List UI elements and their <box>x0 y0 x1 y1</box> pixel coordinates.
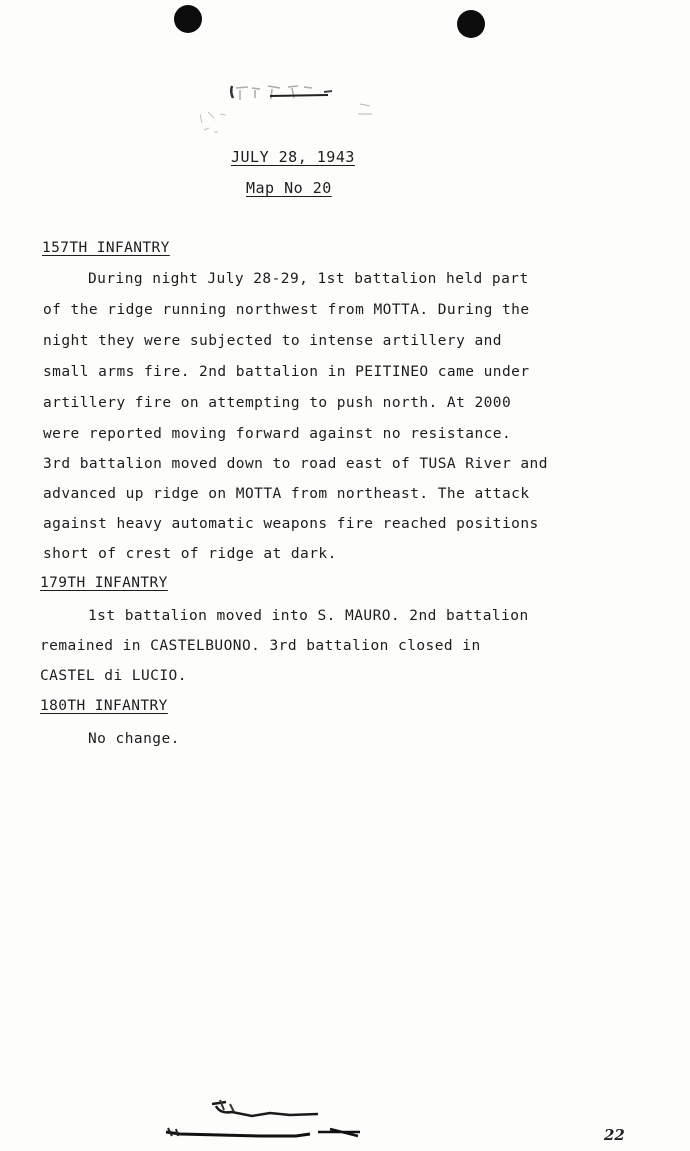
map-number: Map No 20 <box>246 179 332 197</box>
section-heading-180th-infantry: 180TH INFANTRY <box>40 698 168 714</box>
section-heading-179th-infantry: 179TH INFANTRY <box>40 575 168 591</box>
paragraph-line: remained in CASTELBUONO. 3rd battalion closed in <box>40 638 481 654</box>
paragraph-line: No change. <box>88 731 180 747</box>
paragraph-line: of the ridge running northwest from MOTTA. During the <box>43 302 530 318</box>
paragraph-line: were reported moving forward against no resistance. <box>43 426 512 442</box>
paragraph-line: night they were subjected to intense artillery and <box>43 333 502 349</box>
paragraph-line: short of crest of ridge at dark. <box>43 546 337 562</box>
punch-hole-right <box>457 10 485 38</box>
punch-hole-left <box>174 5 202 33</box>
paragraph-line: artillery fire on attempting to push north. At 2000 <box>43 395 512 411</box>
section-heading-157th-infantry: 157TH INFANTRY <box>42 240 170 256</box>
paragraph-line: small arms fire. 2nd battalion in PEITINEO came under <box>43 364 530 380</box>
page-number-mark: 22 <box>604 1126 625 1144</box>
paragraph-line: 3rd battalion moved down to road east of TUSA River and <box>43 456 548 472</box>
paragraph-line: against heavy automatic weapons fire reached positions <box>43 516 539 532</box>
paragraph-line: CASTEL di LUCIO. <box>40 668 187 684</box>
faded-stamp-mark <box>200 78 380 138</box>
paragraph-line: 1st battalion moved into S. MAURO. 2nd battalion <box>88 608 529 624</box>
document-date: JULY 28, 1943 <box>231 148 355 166</box>
paragraph-line: advanced up ridge on MOTTA from northeast. The attack <box>43 486 530 502</box>
paragraph-line: During night July 28-29, 1st battalion held part <box>88 271 529 287</box>
illegible-signature-marks <box>160 1098 370 1143</box>
